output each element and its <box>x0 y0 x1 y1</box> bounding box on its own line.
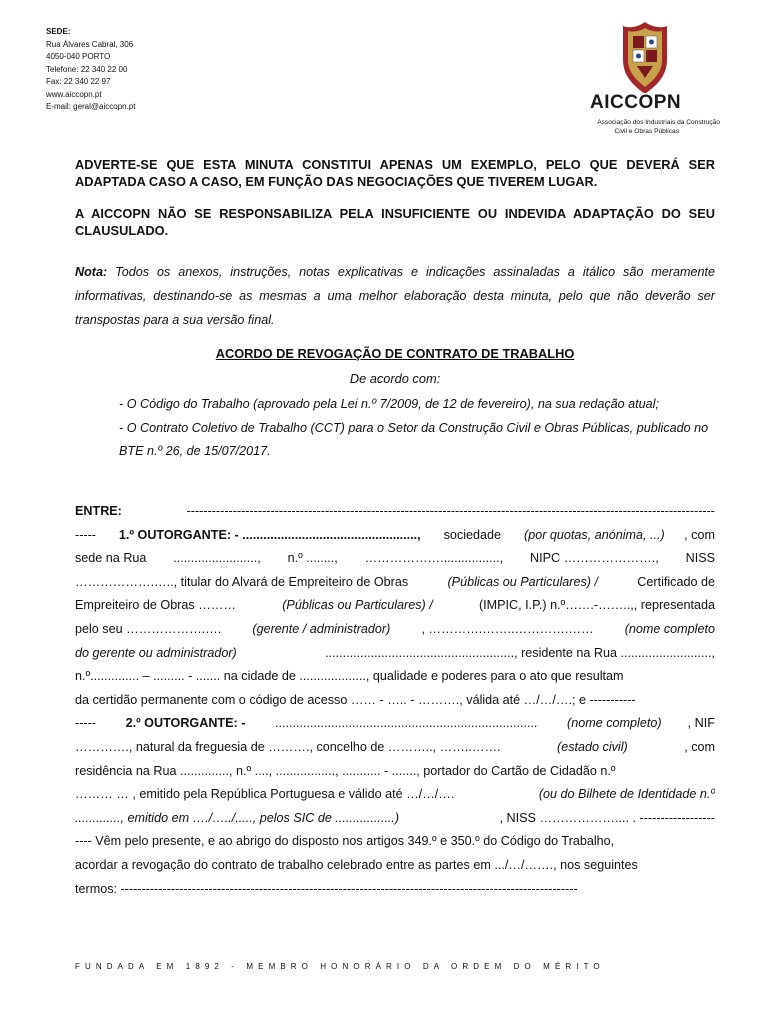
brand-name: AICCOPN <box>590 92 682 113</box>
text-run: ……………….….., titular do Alvará de Empreiteiro de Obras <box>75 574 412 589</box>
address-line: 4050-040 PORTO <box>46 52 111 61</box>
contract-line <box>75 854 715 878</box>
text-run: (por quotas, anónima, ...) <box>524 527 665 542</box>
contract-line <box>75 642 715 666</box>
text-run: , NIF <box>687 716 715 731</box>
text-run: (Públicas ou Particulares) / <box>282 598 433 613</box>
address-line: SEDE: <box>46 27 71 36</box>
brand-tagline-2: Civil e Obras Públicas <box>614 128 679 135</box>
text-run: NIPC …………………., <box>529 551 659 566</box>
text-run: NISS <box>685 551 715 566</box>
logo <box>560 18 730 98</box>
text-run: 1.º OUTORGANTE: - .................................................., <box>118 527 421 542</box>
reference-item: - O Código do Trabalho (aprovado pela Lei n.º 7/2009, de 12 de fevereiro), na sua redação atual; <box>119 397 659 411</box>
text-run: (Públicas ou Particulares) / <box>447 574 598 589</box>
text-run: (IMPIC, I.P.) n.º…….-……..,, representada <box>478 598 715 613</box>
text-run: n.º.............. – ......... - ....... na cidade de ..................., qualidade e poderes para o ato que resultam <box>75 669 624 684</box>
note-label: Nota: <box>75 265 108 279</box>
address-line: Rua Álvares Cabral, 306 <box>46 39 134 49</box>
text-run: Certificado de <box>633 574 715 589</box>
contract-line <box>75 830 715 854</box>
warning-2: A AICCOPN NÃO SE RESPONSABILIZA PELA INSUFICIENTE OU INDEVIDA ADAPTAÇÃO DO SEU CLAUSULADO. <box>75 206 715 238</box>
text-run: (nome completo <box>624 621 715 636</box>
text-run: ---- Vêm pelo presente, e ao abrigo do disposto nos artigos 349.º e 350.º do Código do Trabalho, <box>75 834 615 849</box>
text-run: do gerente ou administrador) <box>75 645 237 660</box>
contract-line <box>75 618 715 642</box>
text-run: (ou do Bilhete de Identidade n.º <box>538 787 715 802</box>
text-run: …………., natural da freguesia de ………., concelho de ……….., ……..……. <box>75 739 501 754</box>
text-run: termos: ------------------------------------------------------------------------------------------------------------- <box>75 881 578 896</box>
text-run: ----- <box>75 716 100 731</box>
text-run: ----- <box>75 527 100 542</box>
contract-line <box>75 878 715 902</box>
warning-1: ADVERTE-SE QUE ESTA MINUTA CONSTITUI APENAS UM EXEMPLO, PELO QUE DEVERÁ SER ADAPTADA CASO A CASO, EM FUNÇÃO DAS NEGOCIAÇÕES QUE TIVEREM LUGAR. <box>75 157 715 189</box>
text-run: ............., emitido em …./…../....., pelos SIC de .................) <box>75 810 400 825</box>
text-run: pelo seu ……………….…. <box>75 621 222 636</box>
text-run: (gerente / administrador) <box>252 621 391 636</box>
text-run: Empreiteiro de Obras ……… <box>75 598 236 613</box>
contract-line <box>75 712 715 736</box>
note-text: Todos os anexos, instruções, notas explicativas e indicações assinaladas a itálico são meramente informativas, destinando-se as mesmas a uma melhor elaboração desta minuta, pelo que não deverão ser transpostas para a sua versão final. <box>75 265 715 327</box>
contract-line <box>75 594 715 618</box>
contract-line <box>75 760 715 784</box>
document-subtitle: De acordo com: <box>349 371 441 386</box>
text-run: acordar a revogação do contrato de trabalho celebrado entre as partes em .../…/……., nos seguintes <box>75 857 638 872</box>
contract-line <box>75 736 715 760</box>
document-title: ACORDO DE REVOGAÇÃO DE CONTRATO DE TRABALHO <box>215 346 575 361</box>
address-line: Telefone: 22 340 22 00 <box>46 64 128 74</box>
text-run: da certidão permanente com o código de acesso …… - ….. - ………., válida até …/…/….; e ----------- <box>75 692 636 707</box>
contract-line <box>75 571 715 595</box>
reference-item: - O Contrato Coletivo de Trabalho (CCT) para o Setor da Construção Civil e Obras Públicas, publicado no BTE n.º 26, de 15/07/2017. <box>119 420 709 458</box>
address-line: Fax: 22 340 22 97 <box>46 77 111 86</box>
text-run: ENTRE: <box>75 504 126 518</box>
contract-body <box>75 500 715 901</box>
text-run: ………………................., <box>364 551 504 566</box>
text-run: ........................, <box>173 551 261 566</box>
contract-line <box>75 807 715 831</box>
text-run: ------------------------------------------------------------------------------------------------------------------------------ <box>186 504 715 518</box>
contract-line <box>75 547 715 571</box>
text-run: , ………….……..………….…… <box>421 621 594 636</box>
text-run: residência na Rua .............., n.º ...., ................., ........... - ......., portador do Cartão de Cidadão n.º <box>75 763 616 778</box>
text-run: (nome completo) <box>567 716 662 731</box>
shield-icon <box>560 18 730 93</box>
text-run: , com <box>684 527 715 542</box>
contract-line <box>75 689 715 713</box>
text-run: 2.º OUTORGANTE: - <box>125 716 246 731</box>
contract-line <box>75 665 715 689</box>
address-block <box>46 26 136 114</box>
address-line: www.aiccopn.pt <box>46 89 102 99</box>
note-paragraph <box>75 260 715 332</box>
text-run: (estado civil) <box>557 739 628 754</box>
text-run: ........................................................................... <box>271 716 541 731</box>
text-run: , com <box>684 739 715 754</box>
legal-references <box>119 393 716 464</box>
text-run: sede na Rua <box>75 551 147 566</box>
text-run: , NISS ……………….... . ------------------ <box>499 810 715 825</box>
text-run: n.º ........, <box>287 551 338 566</box>
contract-line <box>75 783 715 807</box>
text-run: sociedade <box>440 527 505 542</box>
brand-tagline: Associação dos Industriais da Construção <box>597 119 720 126</box>
text-run: ......................................................, residente na Rua .........................., <box>321 645 715 660</box>
footer-motto: FUNDADA EM 1892 - MEMBRO HONORÁRIO DA ORDEM DO MÉRITO <box>75 962 605 971</box>
address-line: E-mail: geral@aiccopn.pt <box>46 102 136 111</box>
contract-line <box>75 524 715 548</box>
contract-line <box>75 500 715 524</box>
text-run: ……… … , emitido pela República Portuguesa e válido até …/…/…. <box>75 787 458 802</box>
